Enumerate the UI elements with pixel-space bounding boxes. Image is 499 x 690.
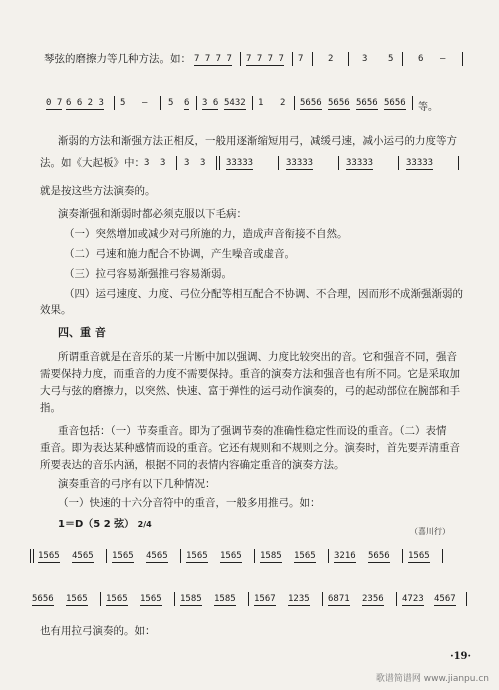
note: 2 [280, 98, 286, 108]
key-signature [58, 518, 152, 532]
note-group: 1567 [254, 594, 276, 604]
note-group: 5656 [356, 98, 378, 108]
barline [174, 592, 175, 606]
note-group: 7 7 7 7 [194, 54, 232, 64]
page-number: ·19· [450, 651, 471, 662]
accent-note: 3 [144, 158, 150, 168]
note-group: 1565 [408, 551, 430, 561]
text-line-6: （一）突然增加或减少对弓所施的力，造成声音衔接不自然。 [64, 228, 348, 240]
dash: — [440, 54, 446, 64]
note-group: 33333 [226, 158, 254, 168]
note: 5 [168, 98, 174, 108]
text-line-17: 重音。即为表达某种感情而设的重音。它还有规则和不规则之分。演奏时，首先要弄清重音 [40, 442, 460, 454]
watermark: 歌谱简谱网 www.jianpu.cn [375, 674, 489, 684]
text-line-18: 所要表达的音乐内涵，根据不同的表情内容确定重音的演奏方法。 [40, 459, 345, 471]
text-line-13: 需要保持力度，而重音的力度不需要保持。重音的演奏方法和强音也有所不同。它是采取加 [40, 368, 460, 380]
note-group: 33333 [346, 158, 374, 168]
note-group: 33333 [406, 158, 434, 168]
text-line-10: 效果。 [40, 304, 72, 316]
accent-note: 3 [160, 158, 166, 168]
text-line-9: （四）运弓速度、力度、弓位分配等相互配合不协调、不合理，因而形不成渐强渐弱的 [64, 288, 463, 300]
barline [312, 52, 313, 66]
accent-note: 3 [200, 158, 206, 168]
note-group: 5656 [300, 98, 322, 108]
barline [348, 52, 349, 66]
barline [466, 592, 467, 606]
note-group: 1585 [260, 551, 282, 561]
text-line-14: 大弓与弦的磨擦力，以突然、快速、富于弹性的运弓动作演奏的，弓的起动部位在腕部和手 [40, 385, 460, 397]
note-group: 3 6 [202, 98, 219, 108]
accent-note: 3 [184, 158, 190, 168]
score-row-1 [190, 48, 470, 70]
note: 5 [388, 54, 394, 64]
note-group: 5656 [328, 98, 350, 108]
barline [338, 156, 339, 170]
text-line-15: 指。 [40, 402, 61, 414]
note-group: 1565 [106, 594, 128, 604]
barline [252, 96, 253, 110]
note-group: 4567 [434, 594, 456, 604]
barline [462, 52, 463, 66]
barline [278, 156, 279, 170]
text-line-20: （一）快速的十六分音符中的重音，一般多用推弓。如： [58, 497, 321, 509]
barline [219, 156, 220, 170]
barline [100, 592, 101, 606]
barline [196, 96, 197, 110]
note-group: 1585 [214, 594, 236, 604]
text-line-5: 演奏渐强和渐弱时都必须克服以下毛病： [58, 208, 247, 220]
time-signature: 2/4 [137, 520, 152, 529]
note-group: 5656 [368, 551, 390, 561]
barline [322, 592, 323, 606]
barline [458, 156, 459, 170]
barline [402, 52, 403, 66]
barline [180, 549, 181, 563]
barline [240, 52, 241, 66]
text-line-3: 法。如《大起板》中： [40, 157, 145, 169]
note-group: 5656 [32, 594, 54, 604]
barline [442, 549, 443, 563]
barline [294, 96, 295, 110]
barline [254, 549, 255, 563]
note-group: 1565 [112, 551, 134, 561]
text-line-16: 重音包括：（一）节奏重音。即为了强调节奏的准确性稳定性而设的重音。（二）表情 [58, 425, 447, 437]
barline [160, 96, 161, 110]
barline [248, 592, 249, 606]
score-row-5 [30, 588, 470, 610]
dash: — [142, 98, 148, 108]
barline [30, 549, 31, 563]
barline [328, 549, 329, 563]
text-line-19: 演奏重音的弓序有以下几种情况： [58, 478, 216, 490]
note-group: 1565 [220, 551, 242, 561]
note: 2 [328, 54, 334, 64]
note-group: 33333 [286, 158, 314, 168]
section-heading: 四、重 音 [58, 326, 106, 339]
text-line-4: 就是按这些方法演奏的。 [40, 185, 156, 197]
note: 5 [120, 98, 126, 108]
note: 6 [418, 54, 424, 64]
note-group: 5656 [384, 98, 406, 108]
score-row-4 [30, 545, 470, 567]
note-group: 4723 [402, 594, 424, 604]
intro-text: 琴弦的磨擦力等几种方法。如： [44, 53, 191, 65]
note-group: 1565 [294, 551, 316, 561]
note-group: 4565 [146, 551, 168, 561]
barline [402, 549, 403, 563]
note-group: 1565 [38, 551, 60, 561]
note-group: 2356 [362, 594, 384, 604]
text-line-7: （二）弓速和施力配合不协调，产生噪音或虚音。 [64, 248, 295, 260]
note-group: 1585 [180, 594, 202, 604]
score-row-2 [44, 92, 438, 114]
text-line-8: （三）拉弓容易渐强推弓容易渐弱。 [64, 268, 232, 280]
text-line-2: 渐弱的方法和渐强方法正相反，一般用逐渐缩短用弓，减缓弓速，减小运弓的力度等方 [58, 135, 457, 147]
score-row-3 [140, 152, 470, 174]
barline [33, 549, 34, 563]
note-group: 6871 [328, 594, 350, 604]
text-line-1 [44, 52, 191, 66]
note: 7 [298, 54, 304, 64]
note: 3 [362, 54, 368, 64]
barline [398, 156, 399, 170]
note-group: 3216 [334, 551, 356, 561]
note-group: 1565 [186, 551, 208, 561]
text-line-12: 所谓重音就是在音乐的某一片断中加以强调、力度比较突出的音。它和强音不同，强音 [58, 351, 457, 363]
note-group: 1235 [288, 594, 310, 604]
piece-title: （喜川行） [410, 527, 450, 536]
text-line-21: 也有用拉弓演奏的。如： [40, 625, 156, 637]
barline [412, 96, 413, 110]
note-group: 1565 [66, 594, 88, 604]
note-group: 7 7 7 7 [246, 54, 284, 64]
note-group: 0 7 [46, 98, 63, 108]
barline [292, 52, 293, 66]
etc-text: 等。 [418, 102, 438, 113]
note: 6 [184, 98, 190, 108]
note-group: 1565 [140, 594, 162, 604]
note-group: 4565 [72, 551, 94, 561]
barline [114, 96, 115, 110]
barline [106, 549, 107, 563]
note-group: 5432 [224, 98, 246, 108]
barline [396, 592, 397, 606]
note-group: 6 6 2 3 [66, 98, 104, 108]
key-text: 1＝D（5 2 弦） [58, 519, 135, 530]
barline [176, 156, 177, 170]
note: 1 [258, 98, 264, 108]
barline [216, 156, 217, 170]
